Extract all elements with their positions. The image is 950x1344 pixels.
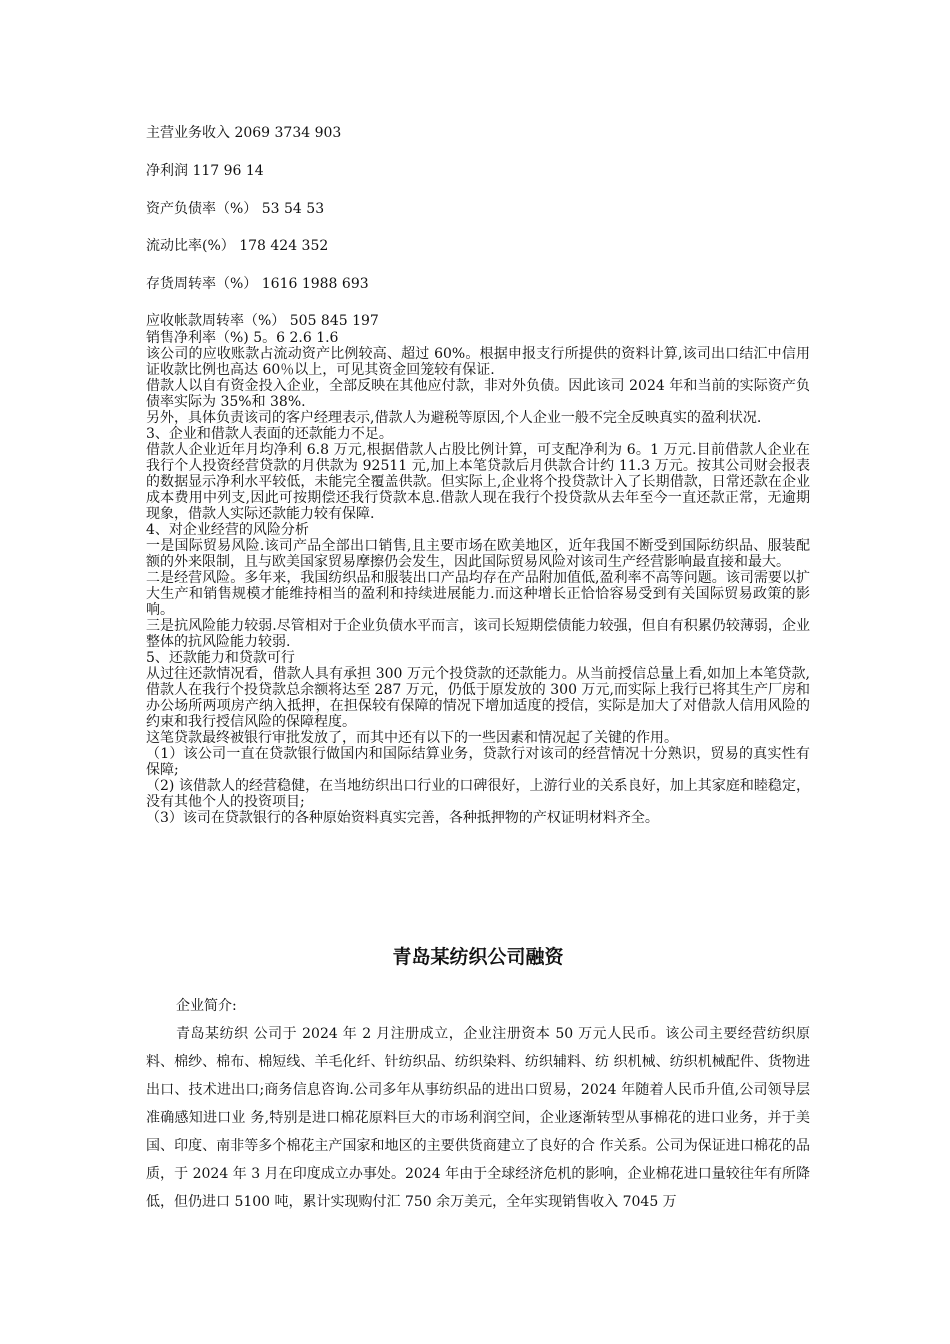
paragraph: 销售净利率（%) 5。6 2.6 1.6 xyxy=(146,330,339,346)
intro-body: 青岛某纺织 公司于 2024 年 2 月注册成立，企业注册资本 50 万元人民币。该公司主要经营纺织原料、棉纱、棉布、棉短线、羊毛化纤、针纺织品、纺织染料、纺织辅料、纺 织机械、纺织机械配件、货物进出口、技术进出口;商务信息咨询.公司多年从事纺织品的进出口贸易，2024 年随着人民币升值,公司领导层准确感知进口业 务,特别是进口棉花原料巨大的市场利润空间，企业逐渐转型从事棉花的进口业务，并于美国、印度、南非等多个棉花主产国家和地区的主要供货商建立了良好的合 作关系。公司为保证进口棉花的品质，于 2024 年 3 月在印度成立办事处。2024 年由于全球经济危机的影响，企业棉花进口量较往年有所降低，但仍进口 5100 吨，累计实现购付汇 750 余万美元，全年实现销售收入 7045 万 xyxy=(146,1026,810,1210)
section-heading: 4、对企业经营的风险分析 xyxy=(146,522,309,538)
metric-inventory-turnover: 存货周转率（%） 1616 1988 693 xyxy=(146,276,369,292)
metric-revenue: 主营业务收入 2069 3734 903 xyxy=(146,125,342,141)
paragraph: 一是国际贸易风险.该司产品全部出口销售,且主要市场在欧美地区，近年我国不断受到国际纺织品、服装配额的外来限制，且与欧美国家贸易摩擦仍会发生，因此国际贸易风险对该司生产经营影响最直接和最大。 xyxy=(146,538,810,570)
intro-label: 企业简介: xyxy=(176,998,237,1014)
metric-current-ratio: 流动比率(%） 178 424 352 xyxy=(146,238,329,254)
metric-receivables-turnover: 应收帐款周转率（%） 505 845 197 xyxy=(146,313,379,329)
paragraph: 从过往还款情况看，借款人具有承担 300 万元个投贷款的还款能力。从当前授信总量上看,如加上本笔贷款,借款人在我行个投贷款总余额将达至 287 万元，仍低于原发放的 300 万元,而实际上我行已将其生产厂房和办公场所两项房产纳入抵押，在担保较有保障的情况下增加适度的授信，实际是加大了对借款人信用风险的约束和我行授信风险的保障程度。 xyxy=(146,666,810,730)
paragraph: 这笔贷款最终被银行审批发放了，而其中还有以下的一些因素和情况起了关键的作用。 xyxy=(146,730,678,746)
list-item: （2) 该借款人的经营稳健，在当地纺织出口行业的口碑很好，上游行业的关系良好，加上其家庭和睦稳定，没有其他个人的投资项目; xyxy=(146,778,810,810)
metric-net-profit: 净利润 117 96 14 xyxy=(146,163,264,179)
metric-debt-ratio: 资产负债率（%） 53 54 53 xyxy=(146,201,325,217)
analysis-section xyxy=(146,330,810,826)
company-intro xyxy=(146,992,810,1216)
document-title: 青岛某纺织公司融资 xyxy=(392,946,564,968)
paragraph: 该公司的应收账款占流动资产比例较高、超过 60%。根据申报支行所提供的资料计算,该司出口结汇中信用证收款比例也高达 60％以上，可见其资金回笼较有保证. xyxy=(146,346,810,378)
paragraph: 三是抗风险能力较弱.尽管相对于企业负债水平而言，该司长短期偿债能力较强，但自有积累仍较薄弱，企业整体的抗风险能力较弱. xyxy=(146,618,810,650)
list-item: （3）该司在贷款银行的各种原始资料真实完善，各种抵押物的产权证明材料齐全。 xyxy=(146,810,659,826)
list-item: （1）该公司一直在贷款银行做国内和国际结算业务，贷款行对该司的经营情况十分熟识，贸易的真实性有保障; xyxy=(146,746,810,778)
paragraph: 另外，具体负责该司的客户经理表示,借款人为避税等原因,个人企业一般不完全反映真实的盈利状况. xyxy=(146,410,762,426)
paragraph: 二是经营风险。多年来，我国纺织品和服装出口产品均存在产品附加值低,盈利率不高等问题。该司需要以扩大生产和销售规模才能维持相当的盈利和持续进展能力.而这种增长正恰恰容易受到有关国际贸易政策的影响。 xyxy=(146,570,810,618)
section-heading: 5、还款能力和贷款可行 xyxy=(146,650,295,666)
paragraph: 借款人企业近年月均净利 6.8 万元,根据借款人占股比例计算，可支配净利为 6。1 万元.目前借款人企业在我行个人投资经营贷款的月供款为 92511 元,加上本笔贷款后月供款合计约 11.3 万元。按其公司财会报表的数据显示净利水平较低，未能完全覆盖供款。但实际上,企业将个投贷款计入了长期借款，日常还款在企业成本费用中列支,因此可按期偿还我行贷款本息.借款人现在我行个投贷款从去年至今一直还款正常，无逾期现象，借款人实际还款能力较有保障. xyxy=(146,442,810,522)
paragraph: 借款人以自有资金投入企业，全部反映在其他应付款，非对外负债。因此该司 2024 年和当前的实际资产负债率实际为 35%和 38%. xyxy=(146,378,810,410)
section-heading: 3、企业和借款人表面的还款能力不足。 xyxy=(146,426,393,442)
